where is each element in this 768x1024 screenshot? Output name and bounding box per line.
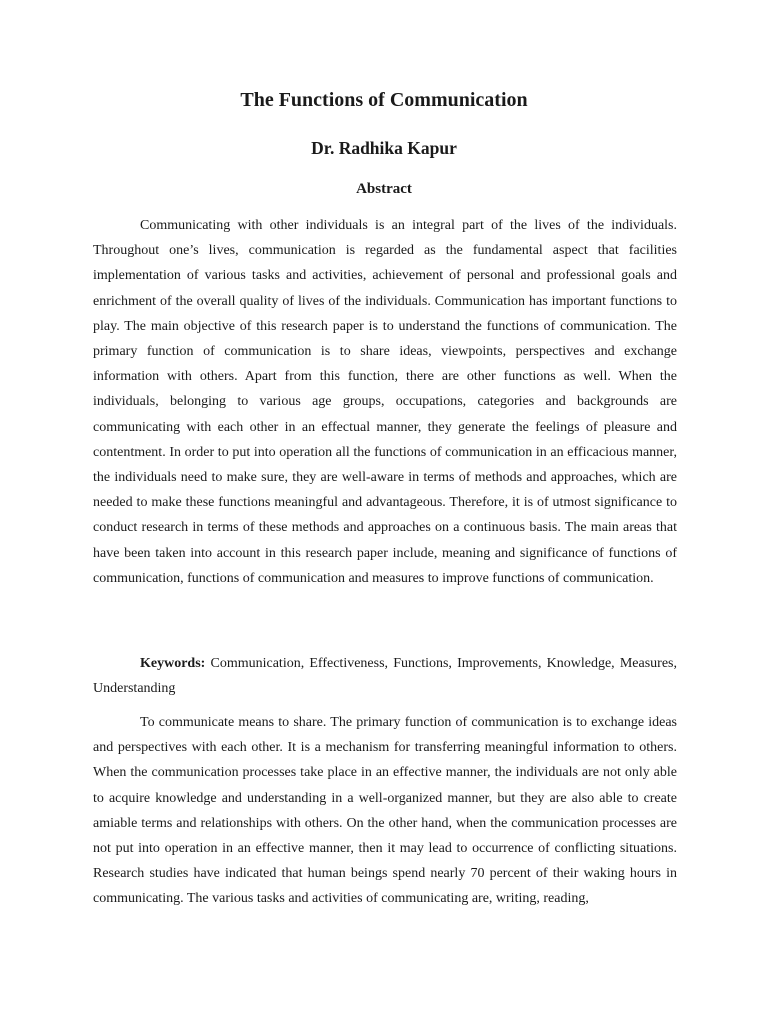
keywords-label: Keywords: [140,656,206,671]
keywords-paragraph [93,651,677,701]
abstract-heading: Abstract [356,181,412,197]
paper-title: The Functions of Communication [240,89,528,111]
body-paragraph: To communicate means to share. The primary function of communication is to exchange ideas and perspectives with each other. It is a mechanism for transferring meaningful information to others. When the communication processes take place in an effective manner, the individuals are not only able to acquire knowledge and understanding in a well-organized manner, but they are also able to create amiable terms and relationships with others. On the other hand, when the communication processes are not put into operation in an effective manner, then it may lead to occurrence of conflicting situations. Research studies have indicated that human beings spend nearly 70 percent of their waking hours in communicating. The various tasks and activities of communicating are, writing, reading, [93,715,677,907]
abstract-paragraph: Communicating with other individuals is an integral part of the lives of the individuals. Throughout one’s lives, communication is regarded as the fundamental aspect that facilities implementation of various tasks and activities, achievement of personal and professional goals and enrichment of the overall quality of lives of the individuals. Communication has important functions to play. The main objective of this research paper is to understand the functions of communication. The primary function of communication is to share ideas, viewpoints, perspectives and exchange information with others. Apart from this function, there are other functions as well. When the individuals, belonging to various age groups, occupations, categories and backgrounds are communicating with each other in an effectual manner, they generate the feelings of pleasure and contentment. In order to put into operation all the functions of communication in an efficacious manner, the individuals need to make sure, they are well-aware in terms of methods and approaches, which are needed to make these functions meaningful and advantageous. Therefore, it is of utmost significance to conduct research in terms of these methods and approaches on a continuous basis. The main areas that have been taken into account in this research paper include, meaning and significance of functions of communication, functions of communication and measures to improve functions of communication. [93,218,677,586]
paper-author: Dr. Radhika Kapur [311,138,457,158]
keywords-list: Communication, Effectiveness, Functions, Improvements, Knowledge, Measures, Understanding [93,656,677,697]
